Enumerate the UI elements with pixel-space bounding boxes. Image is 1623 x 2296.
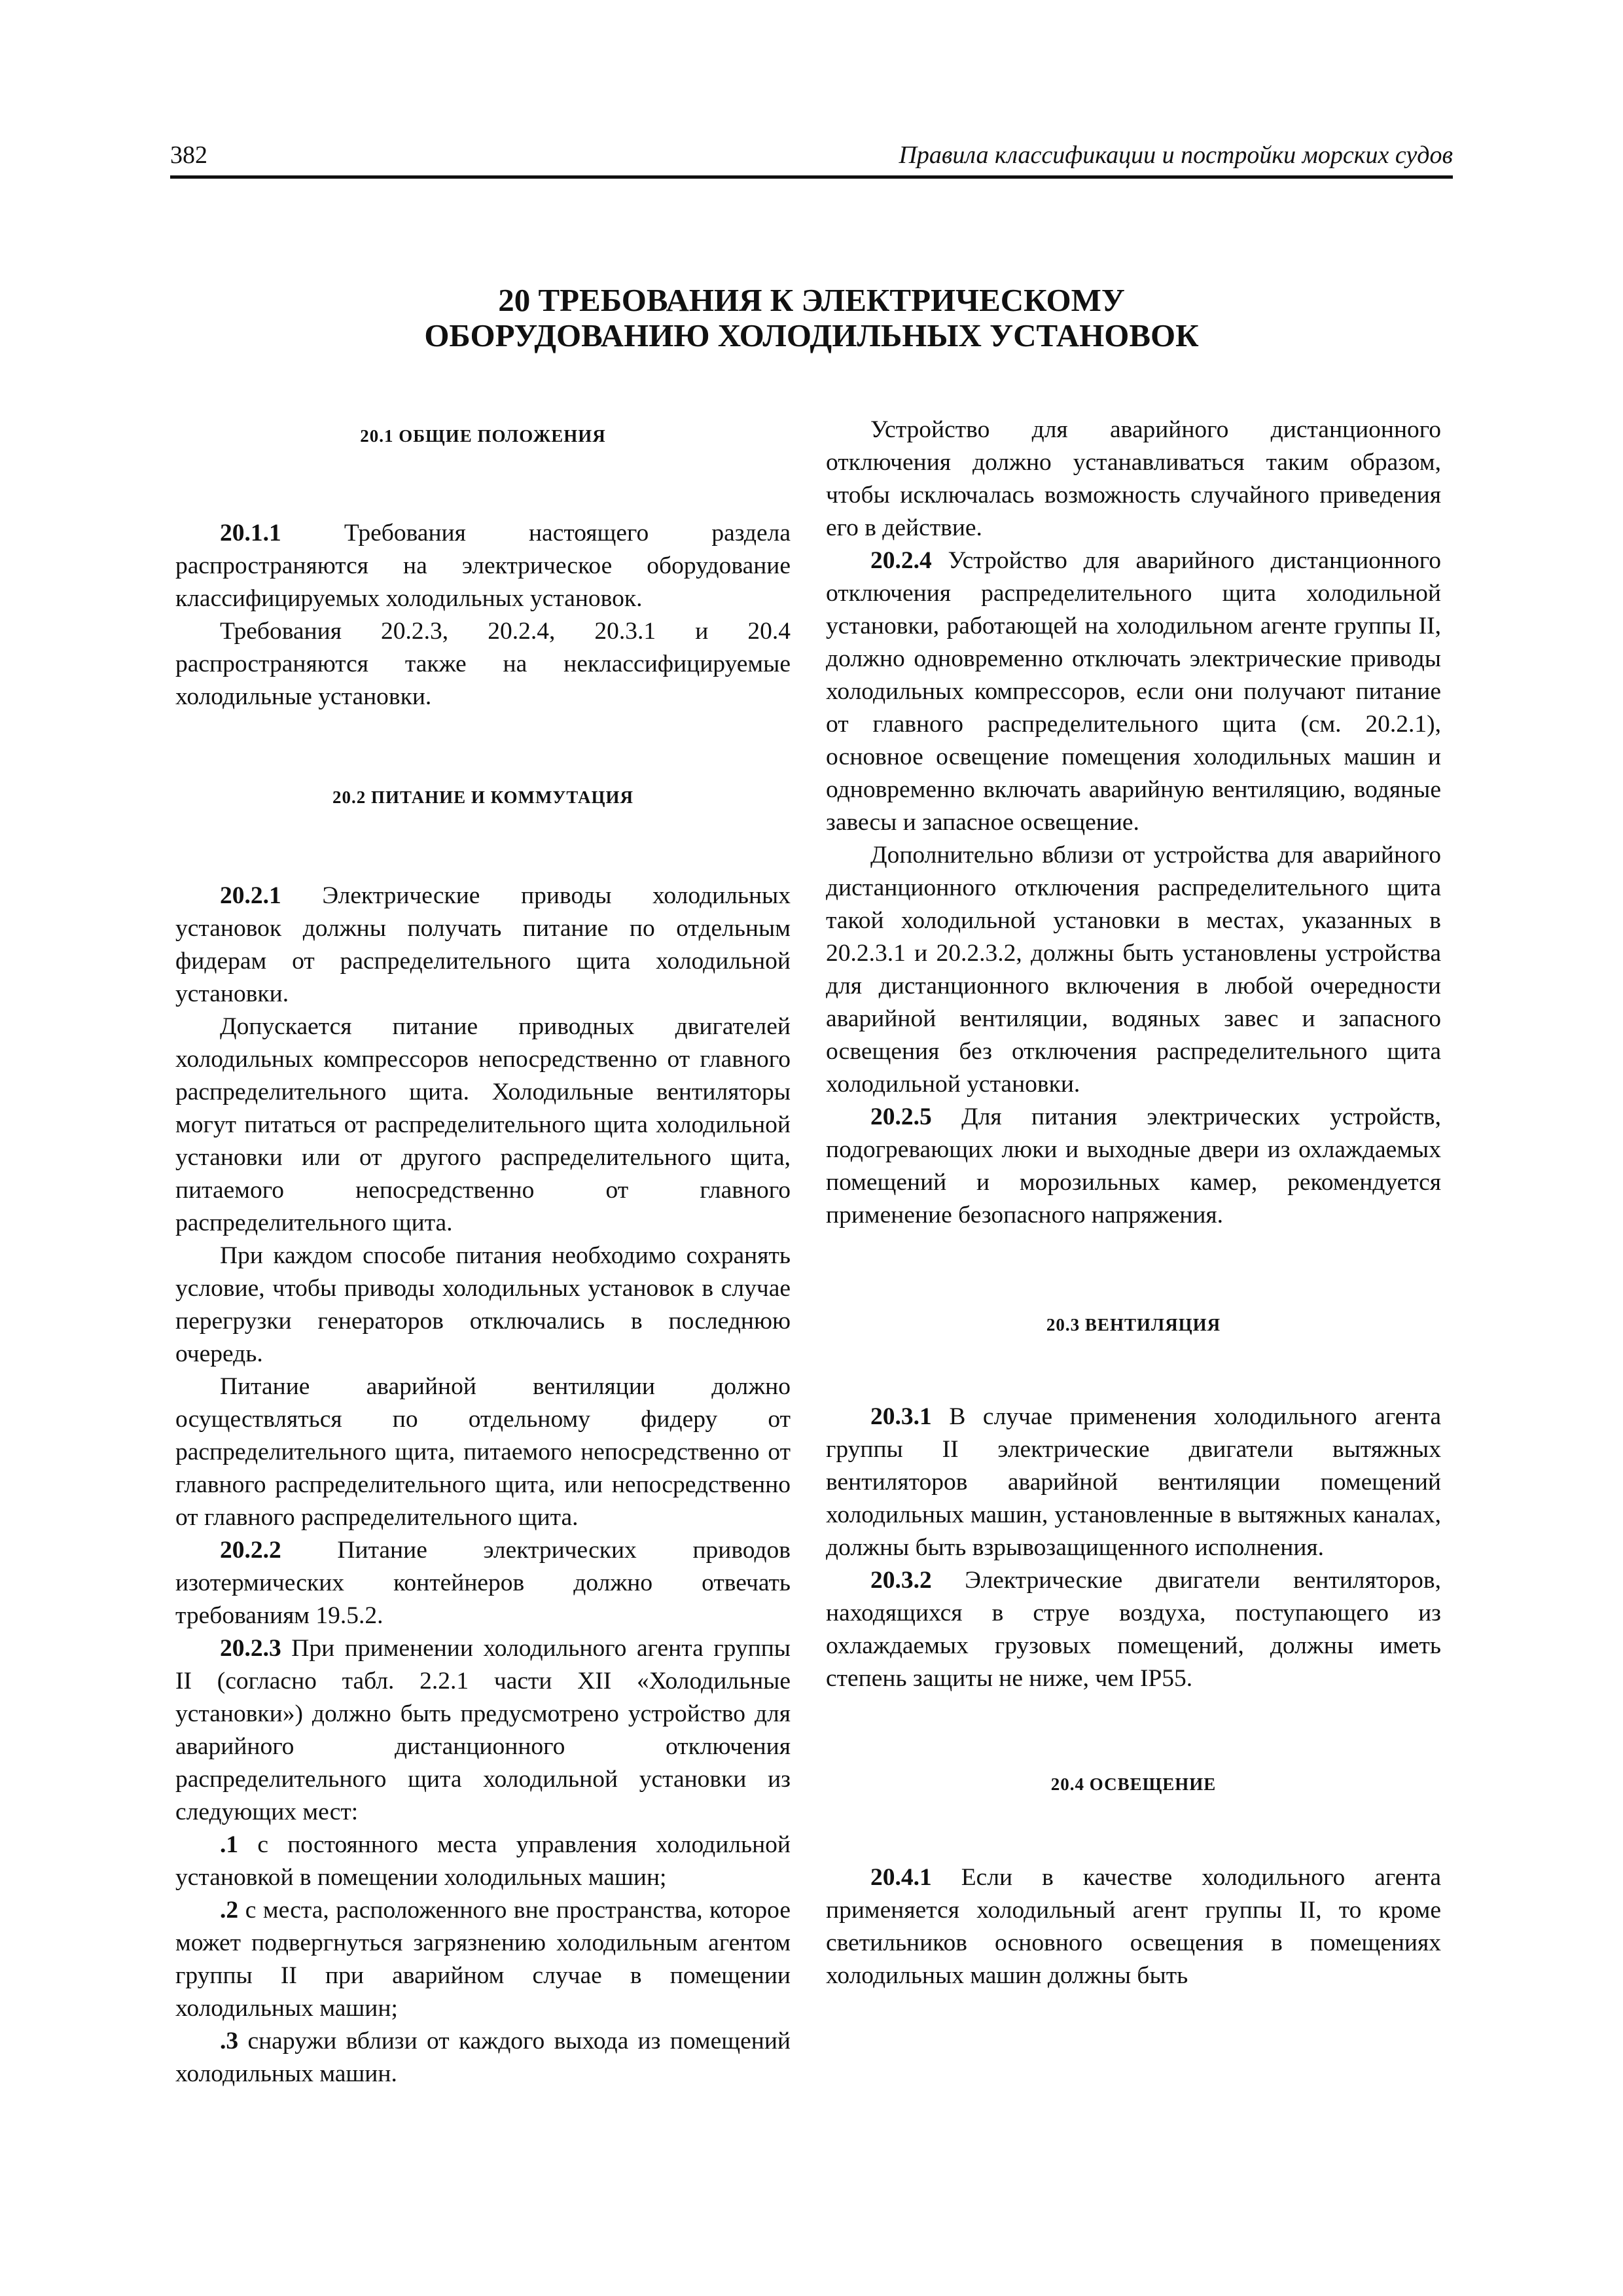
running-title: Правила классификации и постройки морских судов — [899, 141, 1453, 169]
section-heading-20-2: 20.2 ПИТАНИЕ И КОММУТАЦИЯ — [332, 787, 634, 807]
clause-text: Электрические приводы холодильных установок должны получать питание по отдельным фидерам от распределительного щита холодильной установки. — [175, 882, 791, 1007]
paragraph-20-2-1 — [175, 880, 791, 1011]
section-heading-20-4: 20.4 ОСВЕЩЕНИЕ — [1050, 1774, 1217, 1794]
clause-text: Для питания электрических устройств, подогревающих люки и выходные двери из охлаждаемых помещений и морозильных камер, рекомендуется применение безопасного напряжения. — [826, 1103, 1441, 1229]
clause-text: Если в качестве холодильного агента применяется холодильный агент группы II, то кроме светильников основного освещения в помещениях холодильных машин должны быть — [826, 1864, 1441, 1989]
paragraph-text: Требования 20.2.3, 20.2.4, 20.3.1 и 20.4 распространяются также на неклассифицируемые холодильные установки. — [175, 618, 791, 710]
list-item-text: снаружи вблизи от каждого выхода из помещений холодильных машин. — [175, 2028, 791, 2087]
list-item — [175, 1894, 791, 2025]
section-heading-20-1: 20.1 ОБЩИЕ ПОЛОЖЕНИЯ — [360, 426, 606, 446]
clause-number: 20.4.1 — [870, 1864, 932, 1891]
paragraph-20-4-1 — [826, 1861, 1441, 1992]
clause-text: Требования настоящего раздела распространяются на электрическое оборудование классифицируемых холодильных установок. — [175, 520, 791, 612]
paragraph-20-2-3 — [175, 1632, 791, 1829]
paragraph-text: Питание аварийной вентиляции должно осуществляться по отдельному фидеру от распределительного щита, питаемого непосредственно от главного распределительного щита, или непосредственно от главного распределительного щита. — [175, 1373, 791, 1531]
list-item-text: с постоянного места управления холодильной установкой в помещении холодильных машин; — [175, 1831, 791, 1891]
clause-number: 20.2.1 — [220, 882, 281, 909]
section-heading-20-3: 20.3 ВЕНТИЛЯЦИЯ — [1046, 1315, 1221, 1335]
clause-number: 20.1.1 — [220, 520, 281, 547]
clause-text: Питание электрических приводов изотермических контейнеров должно отвечать требованиям 19.5.2. — [175, 1537, 791, 1629]
paragraph-20-3-1 — [826, 1401, 1441, 1564]
clause-text: Электрические двигатели вентиляторов, находящихся в струе воздуха, поступающего из охлаждаемых грузовых помещений, должны иметь степень защиты не ниже, чем IP55. — [826, 1567, 1441, 1692]
clause-number: 20.2.3 — [220, 1635, 281, 1662]
page-number: 382 — [170, 141, 207, 169]
header-rule — [170, 175, 1453, 179]
paragraph-20-2-5 — [826, 1101, 1441, 1232]
page-header — [170, 139, 1453, 179]
paragraph-20-1-1 — [175, 517, 791, 615]
list-item-number: .3 — [220, 2028, 239, 2054]
clause-number: 20.2.5 — [870, 1103, 932, 1130]
paragraph-text: Дополнительно вблизи от устройства для аварийного дистанционного отключения распределительного щита такой холодильной установки в местах, указанных в 20.2.3.1 и 20.2.3.2, должны быть установлены устройства для дистанционного включения в любой очередности аварийной вентиляции, водяных завес и запасного освещения без отключения распределительного щита холодильной установки. — [826, 842, 1441, 1098]
clause-number: 20.2.2 — [220, 1537, 281, 1564]
clause-number: 20.3.1 — [870, 1403, 932, 1430]
list-item-number: .2 — [220, 1897, 239, 1924]
list-item — [175, 1829, 791, 1894]
list-item — [175, 2025, 791, 2090]
paragraph-20-3-2 — [826, 1564, 1441, 1695]
chapter-title — [170, 283, 1453, 353]
clause-text: При применении холодильного агента группы II (согласно табл. 2.2.1 части XII «Холодильные установки») должно быть предусмотрено устройство для аварийного дистанционного отключения распределительного щита холодильной установки из следующих мест: — [175, 1635, 791, 1825]
paragraph-text: Устройство для аварийного дистанционного отключения должно устанавливаться таким образом, чтобы исключалась возможность случайного приведения его в действие. — [826, 416, 1441, 541]
list-item-number: .1 — [220, 1831, 239, 1858]
chapter-title-line-1: 20 ТРЕБОВАНИЯ К ЭЛЕКТРИЧЕСКОМУ — [498, 282, 1125, 318]
list-item-text: с места, расположенного вне пространства, которое может подвергнуться загрязнению холодильным агентом группы II при аварийном случае в помещении холодильных машин; — [175, 1897, 791, 2022]
clause-number: 20.3.2 — [870, 1567, 932, 1594]
clause-number: 20.2.4 — [870, 547, 932, 574]
paragraph-20-2-2 — [175, 1534, 791, 1632]
left-column — [175, 412, 791, 2090]
right-column — [826, 414, 1441, 1992]
chapter-title-line-2: ОБОРУДОВАНИЮ ХОЛОДИЛЬНЫХ УСТАНОВОК — [424, 317, 1199, 353]
clause-text: В случае применения холодильного агента группы II электрические двигатели вытяжных вентиляторов аварийной вентиляции помещений холодильных машин, установленные в вытяжных каналах, должны быть взрывозащищенного исполнения. — [826, 1403, 1441, 1561]
paragraph-text: Допускается питание приводных двигателей холодильных компрессоров непосредственно от главного распределительного щита. Холодильные вентиляторы могут питаться от распределительного щита холодильной установки или от другого распределительного щита, питаемого непосредственно от главного распределительного щита. — [175, 1013, 791, 1236]
clause-text: Устройство для аварийного дистанционного отключения распределительного щита холодильной установки, работающей на холодильном агенте группы II, должно одновременно отключать электрические приводы холодильных компрессоров, если они получают питание от главного распределительного щита (см. 20.2.1), основное освещение помещения холодильных машин и одновременно включать аварийную вентиляцию, водяные завесы и запасное освещение. — [826, 547, 1441, 836]
paragraph-text: При каждом способе питания необходимо сохранять условие, чтобы приводы холодильных установок в случае перегрузки генераторов отключались в последнюю очередь. — [175, 1242, 791, 1367]
paragraph-20-2-4 — [826, 545, 1441, 839]
